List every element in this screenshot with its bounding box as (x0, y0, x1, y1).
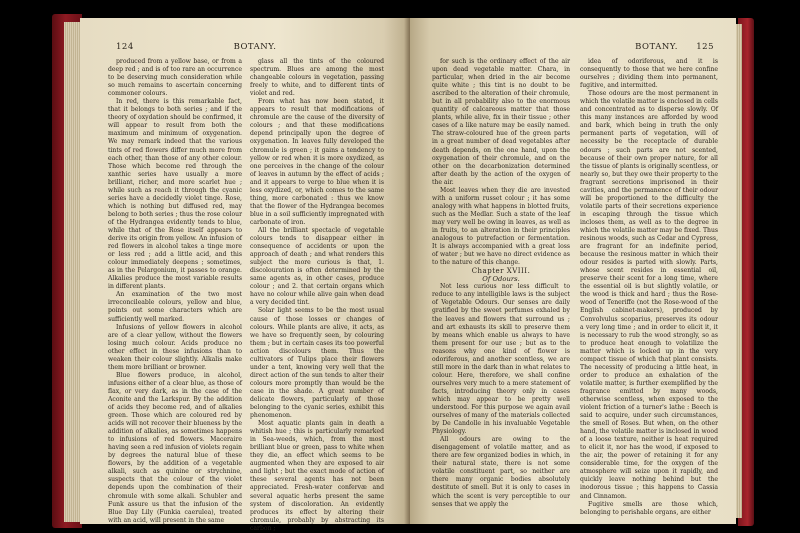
right-column-1 (432, 58, 570, 520)
right-running-title: BOTANY. (635, 42, 678, 52)
paragraph: Most aquatic plants gain in death a whitish hue ; this is particularly remarked in Sea-weeds, which, from the most brilliant blue or green, pass to white when they die, an effect which seems to be augmented when they are exposed to air and light ; but the exact mode of action of these several agents has not been appreciated. Fresh-water confervæ and several aquatic herbs present the same system of discoloration. An evidently produces its effect by altering their chromule, probably by abstracting its carbon ; (250, 420, 384, 532)
paragraph: Blue flowers produce, in alcohol, infusions either of a clear blue, as those of flax, or very dark, as in the case of the Aconite and the Larkspur. By the addition of acids they become red, and of alkalies green. Those which are coloured red by acids will not recover their blueness by the addition of alkalies, as sometimes happens to infusions of red flowers. Maceraire having seen a red infusion of violets regain by degrees the natural blue of these flowers, by the addition of a vegetable alkali, such as quinine or strychnine, suspects that the colour of the violet depends upon the combination of their chromule with some alkali. Schubler and Funk assure us that the infusion of the Blue Day Lily (Funkia caerulea), treated with an acid, will present in the same (108, 371, 242, 524)
paragraph: Fugitive smells are those which, belonging to perishable organs, are either (580, 500, 718, 516)
paragraph: idea of odoriferous, and it is consequently to those that we here confine ourselves ; dividing them into permanent, fugitive, and intermitted. (580, 58, 718, 90)
chapter-subtitle: Of Odours. (482, 275, 520, 284)
paragraph: produced from a yellow base, or from a deep red ; and is of too rare an occurrence to be deserving much consideration while so much remains to ascertain concerning commoner colours. (108, 58, 242, 98)
paragraph: glass all the tints of the coloured spectrum. Blues are among the most changeable colours in vegetation, passing freely to white, and to different tints of violet and red. (250, 58, 384, 98)
left-page-number: 124 (116, 42, 134, 52)
left-column-2 (250, 58, 384, 532)
paragraph: Solar light seems to be the most usual cause of those losses or changes of colours. While plants are alive, it acts, as we have so frequently seen, by colouring them ; but in certain cases its too powerful action discolours them. Thus the cultivators of Tulips place their flowers under a tent, knowing very well that the direct action of the sun tends to alter their colours more promptly than would be the case in the shade. A great number of delicate flowers, particularly of those belonging to the cyanic series, exhibit this phenomenon. (250, 307, 384, 420)
paragraph: In red, there is this remarkable fact, that it belongs to both series ; and if the theory of oxydation should be confirmed, it will appear to result from both the maximum and minimum of oxygenation. We may remark indeed that the various tints of red flowers differ much more from each other, than those of any other colour. Those which become red through the xanthic series have usually a more brilliant, richer, and more scarlet hue ; while such as reach it through the cyanic series have a decidedly violet tinge. Rose, which is nothing but diffused red, may belong to both series ; thus the rose colour of the Hydrangea evidently tends to blue, while that of the Rose itself appears to derive its origin from yellow. An infusion of red flowers in alcohol takes a tinge more or less red ; add a little acid, and this colour immediately deepens ; sometimes, as in the Pelargonium, it passes to orange. Alkalies produce the most variable results in different plants. (108, 98, 242, 291)
left-running-head (80, 42, 410, 54)
right-page (410, 18, 736, 524)
paragraph: Most leaves when they die are invested with a uniform russet colour ; it has some analogy with what happens in blotted fruits, such as the Medlar. Such a state of the leaf may very well be owing in leaves, as well as in fruits, to an alteration in their principles analogous to putrefaction or fermentation. It is always accompanied with a great loss of water ; but we have no direct evidence as to the nature of this change. (432, 186, 570, 267)
paragraph: Infusions of yellow flowers in alcohol are of a clear yellow, without the flowers losing much colour. Acids produce no other effect in these infusions than to weaken their colour slightly. Alkalis make them more brilliant or browner. (108, 323, 242, 371)
left-page (80, 18, 410, 532)
left-running-title: BOTANY. (233, 42, 277, 52)
paragraph: Those odours are the most permanent in which the volatile matter is enclosed in cells and concentrated as to disperse slowly. Of this many instances are afforded by wood and bark, which being in truth the only permanent parts of vegetation, will of necessity be the receptacle of durable odours ; such parts are not scented, because of their own proper nature, for all the tissue of plants is originally scentless, or nearly so, but they owe their property to the fragrant secretions imprisoned in their cavities, and the permanence of their odour will be proportioned to the difficulty the volatile parts of their secretions experience in escaping through the tissue which incloses them, as well as to the degree in which the volatile matter may be fixed. Thus resinous woods, such as Cedar and Cypress, are fragrant for an indefinite period, because the resinous matter in which their odour resides is parted with slowly. Parts, whose scent resides in essential oil, preserve their scent for a long time, where the essential oil is but slightly volatile, or the wood is thick and hard ; thus the Rose-wood of Teneriffe (not the Rose-wood of the English cabinet-makers), produced by Convolvulus scoparius, preserves its odour a very long time ; and in order to elicit it, it is necessary to rub the wood strongly, so as to produce heat enough to volatilize the matter which is locked up in the very compact tissue of which that plant consists. The necessity of producing a little heat, in order to produce an exhalation of the volatile matter, is further exemplified by the fragrance emitted by many woods, otherwise scentless, when exposed to the violent friction of a turner's lathe : Beech is said to acquire, under such circumstances, the smell of Roses. But when, on the other hand, the volatile matter is inclosed in wood of a loose texture, neither is heat required to elicit it, nor has the wood, if exposed to the air, the power of retaining it for any considerable time, for the oxygen of the atmosphere will seize upon it rapidly, and quickly leave nothing behind but the inodorous tissue ; this happens to Cassia and Cinnamon. (580, 90, 718, 500)
paragraph: All the brilliant spectacle of vegetable colours tends to disappear either in consequence of accidents or upon the approach of death ; and what renders this subject the more curious is that, 1. discolouration is often determined by the same agents as, in other cases, produce colour ; and 2. that certain organs which have no colour while alive gain when dead a very decided tint. (250, 226, 384, 307)
paragraph: Not less curious nor less difficult to reduce to any intelligible laws is the subject of Vegetable Odours. Our senses are daily gratified by the sweet perfumes exhaled by the leaves and flowers that surround us ; and art exhausts its skill to preserve them by means which enable us always to have them present for our use ; but as to the reasons why one kind of flower is odoriferous, and another scentless, we are still more in the dark than in what relates to colour. Here, therefore, we shall confine ourselves very much to a mere statement of facts, introducing theory only in cases which may appear to be pretty well understood. For this purpose we again avail ourselves of many of the materials collected by De Candolle in his invaluable Vegetable Physiology. (432, 283, 570, 436)
paragraph: From what has now been stated, it appears to result that modifications of chromule are the cause of the diversity of colours ; and that these modifications depend principally upon the degree of oxygenation. In leaves fully developed the chromule is green ; it gains a tendency to yellow or red when it is more oxydized, as one perceives in the change of the colour of leaves in autumn by the effect of acids ; and it appears to verge to blue when it is less oxydized, or, which comes to the same thing, more carbonated : thus we know that the flower of the Hydrangea becomes blue in a soil sufficiently impregnated with carbonate of iron. (250, 98, 384, 226)
paragraph: An examination of the two most irreconcileable colours, yellow and blue, points out some characters which are sufficiently well marked. (108, 291, 242, 323)
right-column-2 (580, 58, 718, 520)
right-running-head (410, 42, 736, 54)
paragraph: for such is the ordinary effect of the air upon dead vegetable matter. Chara, in particular, when dried in the air become quite white ; this tint is no doubt to be ascribed to the alteration of their chromule, but in all probability also to the enormous quantity of calcareous matter that those plants, while alive, fix in their tissue ; other cases of a like nature may be easily named. The straw-coloured hue of the green parts in a great number of dead vegetables after death depends, on the one hand, upon the oxygenation of their chromule, and on the other on the decarbonization determined after death by the action of the oxygen of the air. (432, 58, 570, 186)
left-column-1 (108, 58, 242, 524)
right-page-number: 125 (696, 42, 714, 52)
chapter-heading: Chapter XVIII. (471, 267, 531, 276)
paragraph: All odours are owing to the disengagement of volatile matter, and as there are few organized bodies in which, in their natural state, there is not some volatile constituent part, so neither are there many organic bodies absolutely destitute of smell. But it is only to cases in which the scent is very perceptible to our senses that we apply the (432, 436, 570, 508)
